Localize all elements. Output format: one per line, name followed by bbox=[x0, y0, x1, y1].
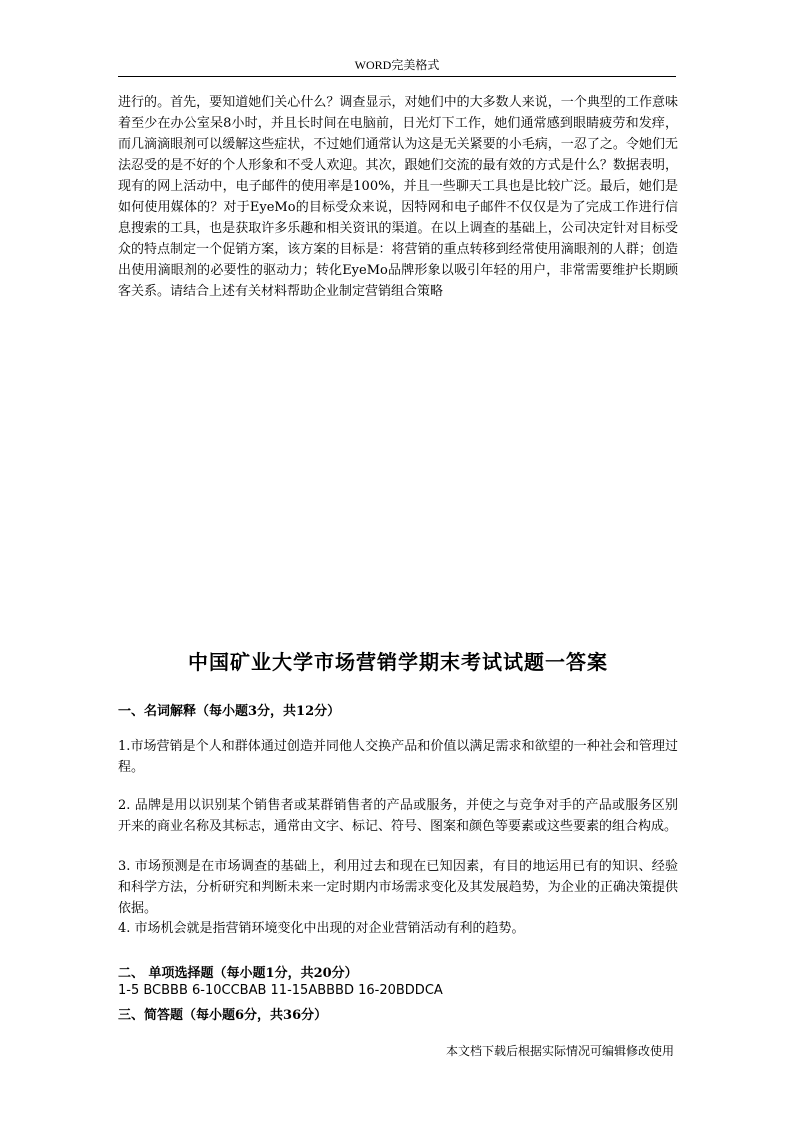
multiple-choice-answers: 1-5 BCBBB 6-10CCBAB 11-15ABBBD 16-20BDDCA bbox=[118, 983, 443, 998]
section-2-heading: 二、 单项选择题（每小题1分，共20分） bbox=[118, 966, 358, 981]
section-3-heading: 三、简答题（每小题6分，共36分） bbox=[118, 1008, 328, 1023]
answer-title: 中国矿业大学市场营销学期末考试试题一答案 bbox=[188, 650, 608, 674]
definition-brand: 2. 品牌是用以识别某个销售者或某群销售者的产品或服务，并使之与竞争对手的产品或服务区别开来的商业名称及其标志，通常由文字、标记、符号、图案和颜色等要素或这些要素的组合构成。 bbox=[118, 798, 678, 834]
section-1-heading: 一、名词解释（每小题3分，共12分） bbox=[118, 704, 341, 719]
case-study-paragraph: 进行的。首先，要知道她们关心什么？调查显示，对她们中的大多数人来说，一个典型的工作意味着至少在办公室呆8小时，并且长时间在电脑前，日光灯下工作，她们通常感到眼睛疲劳和发痒，而几滴滴眼剂可以缓解这些症状，不过她们通常认为这是无关紧要的小毛病，一忍了之。令她们无法忍受的是不好的个人形象和不受人欢迎。其次，跟她们交流的最有效的方式是什么？数据表明，现有的网上活动中，电子邮件的使用率是100%，并且一些聊天工具也是比较广泛。最后，她们是如何使用媒体的？对于EyeMo的目标受众来说，因特网和电子邮件不仅仅是为了完成工作进行信息搜索的工具，也是获取许多乐趣和相关资讯的渠道。在以上调查的基础上，公司决定针对目标受众的特点制定一个促销方案，该方案的目标是：将营销的重点转移到经常使用滴眼剂的人群；创造出使用滴眼剂的必要性的驱动力；转化EyeMo品牌形象以吸引年轻的用户，非常需要维护长期顾客关系。请结合上述有关材料帮助企业制定营销组合策略 bbox=[118, 95, 678, 299]
definition-marketing: 1.市场营销是个人和群体通过创造并同他人交换产品和价值以满足需求和欲望的一种社会和管理过程。 bbox=[118, 739, 678, 775]
page-header: WORD完美格式 bbox=[118, 56, 676, 77]
definition-market-forecast: 3. 市场预测是在市场调查的基础上，利用过去和现在已知因素，有目的地运用已有的知识、经验和科学方法，分析研究和判断未来一定时期内市场需求变化及其发展趋势，为企业的正确决策提供依据。 bbox=[118, 859, 678, 916]
definition-market-opportunity: 4. 市场机会就是指营销环境变化中出现的对企业营销活动有利的趋势。 bbox=[118, 921, 525, 936]
page-footer: 本文档下载后根据实际情况可编辑修改使用 bbox=[445, 1044, 674, 1058]
